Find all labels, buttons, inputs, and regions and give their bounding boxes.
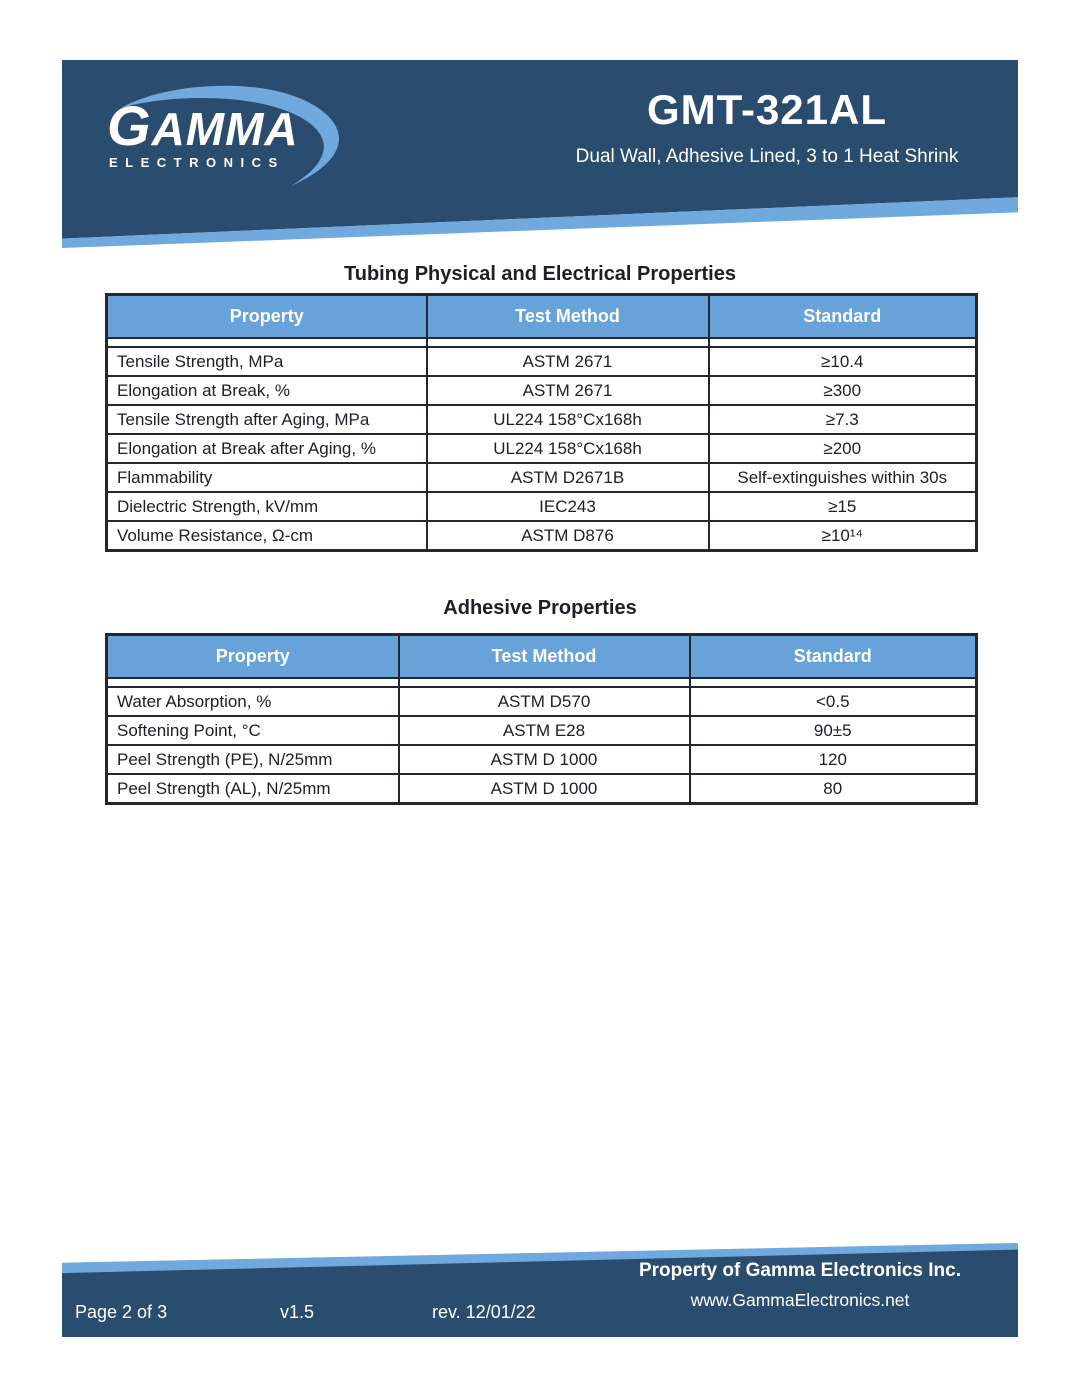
property-cell: Tensile Strength after Aging, MPa <box>107 405 427 434</box>
standard-cell: 90±5 <box>690 716 977 745</box>
standard-cell: ≥10.4 <box>709 347 977 376</box>
gamma-logo <box>105 82 355 194</box>
test-method-cell: ASTM D 1000 <box>399 745 690 774</box>
standard-cell: ≥7.3 <box>709 405 977 434</box>
property-cell: Flammability <box>107 463 427 492</box>
test-method-cell: ASTM D 1000 <box>399 774 690 804</box>
standard-cell: ≥10¹⁴ <box>709 521 977 551</box>
footer-company-block <box>590 1260 1010 1311</box>
property-cell: Softening Point, °C <box>107 716 399 745</box>
header-spacer-row <box>107 678 977 687</box>
column-header-standard: Standard <box>709 295 977 339</box>
standard-cell: ≥200 <box>709 434 977 463</box>
table-row <box>107 376 977 405</box>
table-row <box>107 347 977 376</box>
column-header-test-method: Test Method <box>399 635 690 679</box>
test-method-cell: ASTM D2671B <box>427 463 709 492</box>
section-title-tubing-properties: Tubing Physical and Electrical Properties <box>344 263 736 285</box>
table-header-row <box>107 295 977 339</box>
column-header-property: Property <box>107 295 427 339</box>
tubing-properties-table <box>105 293 978 552</box>
standard-cell: 80 <box>690 774 977 804</box>
property-notice: Property of Gamma Electronics Inc. <box>638 1260 962 1281</box>
test-method-cell: IEC243 <box>427 492 709 521</box>
standard-cell: ≥300 <box>709 376 977 405</box>
table-row <box>107 405 977 434</box>
test-method-cell: ASTM E28 <box>399 716 690 745</box>
test-method-cell: UL224 158°Cx168h <box>427 434 709 463</box>
standard-cell: <0.5 <box>690 687 977 716</box>
table-header-row <box>107 635 977 679</box>
test-method-cell: ASTM D570 <box>399 687 690 716</box>
column-header-test-method: Test Method <box>427 295 709 339</box>
footer-band <box>62 1243 1018 1337</box>
property-cell: Water Absorption, % <box>107 687 399 716</box>
product-subtitle: Dual Wall, Adhesive Lined, 3 to 1 Heat Shrink <box>575 146 959 167</box>
revision-date: rev. 12/01/22 <box>432 1302 536 1322</box>
table-row <box>107 745 977 774</box>
property-cell: Dielectric Strength, kV/mm <box>107 492 427 521</box>
property-cell: Elongation at Break, % <box>107 376 427 405</box>
table-row <box>107 716 977 745</box>
standard-cell: Self-extinguishes within 30s <box>709 463 977 492</box>
version-label: v1.5 <box>280 1302 315 1322</box>
header-title-block <box>532 86 1002 168</box>
test-method-cell: ASTM 2671 <box>427 376 709 405</box>
property-cell: Volume Resistance, Ω-cm <box>107 521 427 551</box>
table-row <box>107 463 977 492</box>
header-spacer-row <box>107 338 977 347</box>
column-header-standard: Standard <box>690 635 977 679</box>
adhesive-properties-table <box>105 633 978 805</box>
test-method-cell: UL224 158°Cx168h <box>427 405 709 434</box>
product-code: GMT-321AL <box>646 86 888 133</box>
property-cell: Tensile Strength, MPa <box>107 347 427 376</box>
property-cell: Elongation at Break after Aging, % <box>107 434 427 463</box>
table-row <box>107 434 977 463</box>
website-link[interactable]: www.GammaElectronics.net <box>690 1289 910 1310</box>
brand-subname: ELECTRONICS <box>109 155 285 170</box>
header-band <box>62 60 1018 248</box>
column-header-property: Property <box>107 635 399 679</box>
test-method-cell: ASTM 2671 <box>427 347 709 376</box>
table-row <box>107 521 977 551</box>
page-number: Page 2 of 3 <box>75 1302 168 1322</box>
property-cell: Peel Strength (AL), N/25mm <box>107 774 399 804</box>
test-method-cell: ASTM D876 <box>427 521 709 551</box>
property-cell: Peel Strength (PE), N/25mm <box>107 745 399 774</box>
table-row <box>107 492 977 521</box>
section-title-adhesive-properties: Adhesive Properties <box>443 597 637 619</box>
brand-name: GAMMA <box>107 94 299 157</box>
standard-cell: 120 <box>690 745 977 774</box>
table-row <box>107 687 977 716</box>
standard-cell: ≥15 <box>709 492 977 521</box>
table-row <box>107 774 977 804</box>
